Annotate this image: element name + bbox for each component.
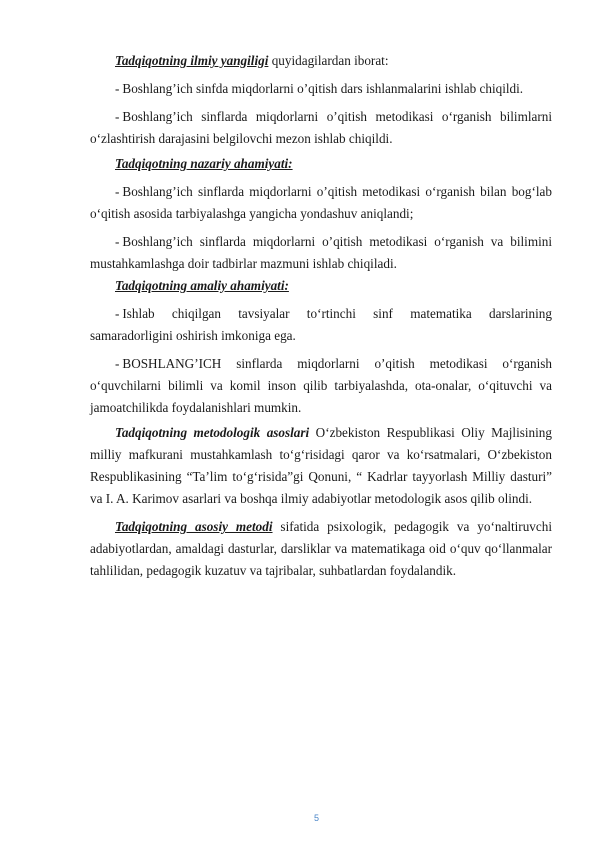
novelty-paragraph [90, 50, 552, 72]
methods-heading: Tadqiqotning asosiy metodi [115, 519, 273, 534]
dash-marker: - [115, 109, 120, 124]
novelty-heading: Tadqiqotning ilmiy yangiligi [115, 53, 269, 68]
list-item [90, 78, 552, 100]
practical-item-1: Ishlab chiqilgan tavsiyalar to‘rtinchi sinf matematika darslarining samaradorligini oshirish imkoniga ega. [90, 306, 552, 343]
theoretical-item-1: Boshlang’ich sinflarda miqdorlarni o’qitish metodikasi o‘rganish bilan bog‘lab o‘qitish asosida tarbiyalashga yangicha yondashuv aniqlandi; [90, 184, 552, 221]
document-page [90, 50, 552, 582]
practical-item-2: BOSHLANG’ICH sinflarda miqdorlarni o’qitish metodikasi o‘rganish o‘quvchilarni bilimli va komil inson qilib tarbiyalashda, ota-onalar, o‘qituvchi va jamoatchilikda foydalanishlari mumkin. [90, 356, 552, 415]
novelty-item-2: Boshlang’ich sinflarda miqdorlarni o’qitish metodikasi o‘rganish bilimlarni o‘zlashtirish darajasini belgilovchi mezon ishlab chiqildi. [90, 109, 552, 146]
dash-marker: - [115, 356, 120, 371]
page-number: 5 [313, 813, 319, 823]
practical-heading: Tadqiqotning amaliy ahamiyati: [115, 278, 289, 293]
practical-heading-paragraph [90, 275, 552, 297]
methods-text: sifatida psixologik, pedagogik va yo‘naltiruvchi adabiyotlardan, amaldagi dasturlar, darsliklar va matematikaga oid o‘quv qo‘llanmalar tahlilidan, pedagogik kuzatuv va tajribalar, suhbatlardan foydalandik. [90, 519, 553, 578]
list-item [90, 181, 552, 225]
theoretical-heading: Tadqiqotning nazariy ahamiyati: [115, 156, 293, 171]
novelty-item-1: Boshlang’ich sinfda miqdorlarni o’qitish dars ishlanmalarini ishlab chiqildi. [122, 81, 524, 96]
theoretical-item-2: Boshlang’ich sinflarda miqdorlarni o’qitish metodikasi o‘rganish va bilimini mustahkamlashga doir tadbirlar mazmuni ishlab chiqiladi. [90, 234, 552, 271]
methods-paragraph [90, 516, 552, 582]
dash-marker: - [115, 184, 120, 199]
dash-marker: - [115, 234, 120, 249]
novelty-intro: quyidagilardan iborat: [268, 53, 389, 68]
list-item [90, 106, 552, 150]
list-item [90, 303, 552, 347]
theoretical-heading-paragraph [90, 153, 552, 175]
methodology-paragraph [90, 422, 552, 510]
methodology-heading: Tadqiqotning metodologik asoslari [115, 425, 310, 440]
dash-marker: - [115, 81, 120, 96]
list-item [90, 231, 552, 275]
list-item [90, 353, 552, 419]
dash-marker: - [115, 306, 120, 321]
methodology-text: O‘zbekiston Respublikasi Oliy Majlisining milliy mafkurani mustahkamlash to‘g‘risidagi qaror va ko‘rsatmalari, O‘zbekiston Respublikasining “Ta’lim to‘g‘risida”gi Qonuni, “ Kadrlar tayyorlash Milliy dasturi” va I. A. Karimov asarlari va boshqa ilmiy adabiyotlar metodologik asos qilib olindi. [90, 425, 552, 506]
